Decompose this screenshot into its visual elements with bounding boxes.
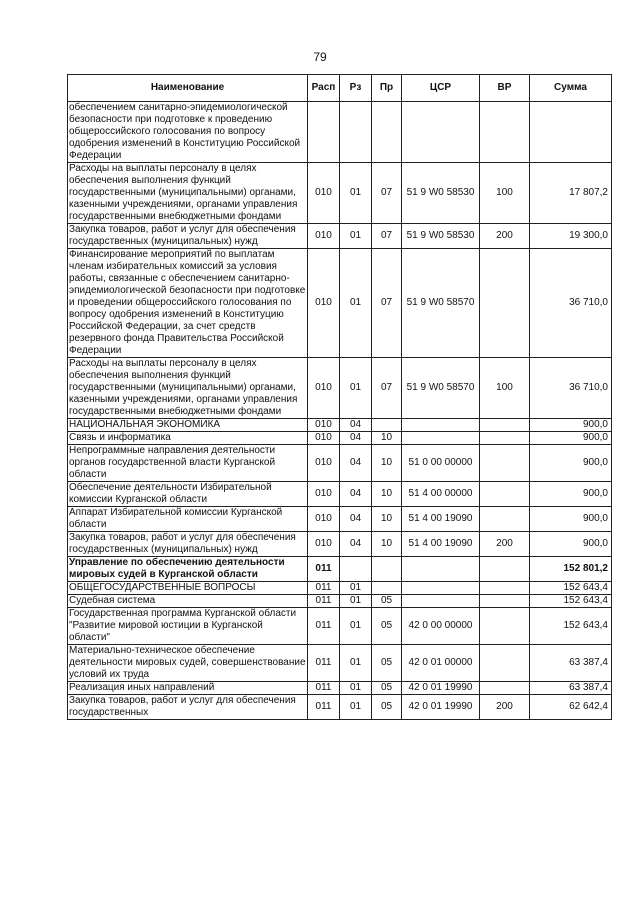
cell-rz [340,102,372,163]
cell-name: Расходы на выплаты персоналу в целях обеспечения выполнения функций государственными (муниципальными) органами, казенными учреждениями, органами управления государственными внебюджетными фондами [68,163,308,224]
cell-rasp: 010 [308,482,340,507]
cell-name: Закупка товаров, работ и услуг для обеспечения государственных [68,695,308,720]
cell-rz: 04 [340,432,372,445]
cell-rasp: 011 [308,695,340,720]
cell-rasp: 010 [308,249,340,358]
cell-vr [480,445,530,482]
cell-csr: 42 0 01 00000 [402,645,480,682]
cell-pr: 10 [372,445,402,482]
cell-rasp: 010 [308,224,340,249]
cell-name: Расходы на выплаты персоналу в целях обеспечения выполнения функций государственными (муниципальными) органами, казенными учреждениями, органами управления государственными внебюджетными фондами [68,358,308,419]
cell-csr [402,419,480,432]
cell-sum: 900,0 [530,432,612,445]
cell-name: Непрограммные направления деятельности органов государственной власти Курганской области [68,445,308,482]
cell-csr: 51 4 00 19090 [402,532,480,557]
cell-pr: 10 [372,507,402,532]
cell-pr [372,102,402,163]
cell-pr [372,419,402,432]
cell-sum: 900,0 [530,445,612,482]
cell-pr: 10 [372,532,402,557]
cell-rasp: 011 [308,557,340,582]
cell-name: Судебная система [68,595,308,608]
cell-name: Аппарат Избирательной комиссии Курганской области [68,507,308,532]
cell-vr: 100 [480,358,530,419]
cell-pr: 05 [372,695,402,720]
cell-sum: 19 300,0 [530,224,612,249]
cell-rasp: 010 [308,358,340,419]
cell-sum: 900,0 [530,419,612,432]
cell-csr: 51 9 W0 58530 [402,224,480,249]
cell-name: НАЦИОНАЛЬНАЯ ЭКОНОМИКА [68,419,308,432]
table-row [68,507,612,532]
table-row [68,358,612,419]
cell-sum: 152 643,4 [530,608,612,645]
cell-sum: 62 642,4 [530,695,612,720]
table-row [68,557,612,582]
cell-rasp [308,102,340,163]
cell-rz: 01 [340,645,372,682]
cell-rz: 01 [340,249,372,358]
cell-name: Связь и информатика [68,432,308,445]
cell-name: Материально-техническое обеспечение деятельности мировых судей, совершенствование условий их труда [69,645,306,680]
cell-sum: 152 801,2 [530,557,612,582]
cell-name: Закупка товаров, работ и услуг для обеспечения государственных (муниципальных) нужд [68,532,308,557]
cell-name: Управление по обеспечению деятельности мировых судей в Курганской области [68,557,308,582]
cell-pr: 05 [372,595,402,608]
cell-name: Закупка товаров, работ и услуг для обеспечения государственных (муниципальных) нужд [68,224,308,249]
cell-csr: 51 0 00 00000 [402,445,480,482]
table-row [68,224,612,249]
cell-pr: 05 [372,645,402,682]
table-row [68,445,612,482]
table-row [68,682,612,695]
cell-rasp: 011 [308,595,340,608]
cell-rz: 01 [340,695,372,720]
cell-rz: 01 [340,582,372,595]
cell-pr: 10 [372,432,402,445]
header-csr: ЦСР [402,75,480,102]
table-row [68,582,612,595]
cell-rz: 01 [340,224,372,249]
cell-name: Финансирование мероприятий по выплатам членам избирательных комиссий за условия работы, связанные с обеспечением санитарно-эпидемиологической безопасности при подготовке и проведении общероссийского голосования по вопросу одобрения изменений в Конституцию Российской Федерации, за счет средств резервного фонда Правительства Российской Федерации [68,249,308,358]
table-body [68,102,612,720]
cell-rasp: 010 [308,432,340,445]
cell-rz: 01 [340,608,372,645]
table-row [68,163,612,224]
cell-pr: 07 [372,163,402,224]
table-row [68,608,612,645]
cell-name: обеспечением санитарно-эпидемиологической безопасности при подготовке к проведению общероссийского голосования по вопросу одобрения изменений в Конституцию Российской Федерации [68,102,308,163]
cell-vr [480,557,530,582]
cell-rz: 04 [340,507,372,532]
cell-sum: 900,0 [530,482,612,507]
cell-name: Обеспечение деятельности Избирательной комиссии Курганской области [68,482,308,507]
cell-rasp: 010 [308,419,340,432]
header-rz: Рз [340,75,372,102]
table-row [68,482,612,507]
header-name: Наименование [68,75,308,102]
cell-csr: 51 4 00 19090 [402,507,480,532]
table-row [68,532,612,557]
page-number: 79 [313,50,327,64]
cell-sum [530,102,612,163]
cell-rasp: 010 [308,532,340,557]
cell-csr: 51 4 00 00000 [402,482,480,507]
cell-vr [480,608,530,645]
cell-rasp: 011 [308,682,340,695]
cell-vr [480,432,530,445]
table-row [68,695,612,720]
cell-csr: 51 9 W0 58570 [402,249,480,358]
header-vr: ВР [480,75,530,102]
cell-rz: 01 [340,682,372,695]
cell-vr [480,482,530,507]
cell-rz: 04 [340,532,372,557]
cell-csr [402,582,480,595]
cell-vr [480,682,530,695]
cell-sum: 63 387,4 [530,682,612,695]
cell-sum: 900,0 [530,507,612,532]
cell-csr: 51 9 W0 58570 [402,358,480,419]
cell-pr: 07 [372,224,402,249]
cell-rz: 04 [340,419,372,432]
cell-vr: 200 [480,224,530,249]
cell-rasp: 010 [308,445,340,482]
cell-sum: 152 643,4 [530,582,612,595]
cell-pr: 10 [372,482,402,507]
table-row [68,102,612,163]
cell-csr [402,557,480,582]
cell-vr [480,582,530,595]
cell-name: Реализация иных направлений [68,682,308,695]
cell-name: ОБЩЕГОСУДАРСТВЕННЫЕ ВОПРОСЫ [68,582,308,595]
cell-sum: 63 387,4 [530,645,612,682]
cell-pr [372,582,402,595]
header-pr: Пр [372,75,402,102]
cell-csr: 42 0 01 19990 [402,695,480,720]
cell-sum: 17 807,2 [530,163,612,224]
cell-sum: 152 643,4 [530,595,612,608]
cell-csr: 42 0 00 00000 [402,608,480,645]
cell-vr [480,645,530,682]
cell-rz: 01 [340,358,372,419]
header-rasp: Расп [308,75,340,102]
table-header-row [68,75,612,102]
cell-csr [402,595,480,608]
cell-rz: 01 [340,595,372,608]
cell-sum: 36 710,0 [530,249,612,358]
cell-rz: 01 [340,163,372,224]
cell-rz [340,557,372,582]
cell-rz: 04 [340,445,372,482]
cell-sum: 900,0 [530,532,612,557]
cell-csr [402,102,480,163]
cell-sum: 36 710,0 [530,358,612,419]
table-row [68,595,612,608]
cell-pr: 07 [372,249,402,358]
table-row [68,645,612,682]
cell-rasp: 011 [308,645,340,682]
cell-vr [480,249,530,358]
cell-pr: 07 [372,358,402,419]
cell-vr: 100 [480,163,530,224]
cell-rasp: 010 [308,163,340,224]
cell-pr [372,557,402,582]
table-row [68,249,612,358]
header-sum: Сумма [530,75,612,102]
cell-csr [402,432,480,445]
table-row [68,432,612,445]
cell-pr: 05 [372,682,402,695]
cell-csr: 51 9 W0 58530 [402,163,480,224]
cell-vr [480,419,530,432]
table-row [68,419,612,432]
cell-rasp: 011 [308,582,340,595]
cell-rasp: 011 [308,608,340,645]
cell-csr: 42 0 01 19990 [402,682,480,695]
cell-vr [480,595,530,608]
cell-vr: 200 [480,532,530,557]
cell-vr [480,102,530,163]
cell-vr [480,507,530,532]
cell-rz: 04 [340,482,372,507]
cell-name: Государственная программа Курганской области "Развитие мировой юстиции в Курганской области" [68,608,308,645]
cell-vr: 200 [480,695,530,720]
budget-table [67,74,612,720]
cell-rasp: 010 [308,507,340,532]
cell-pr: 05 [372,608,402,645]
